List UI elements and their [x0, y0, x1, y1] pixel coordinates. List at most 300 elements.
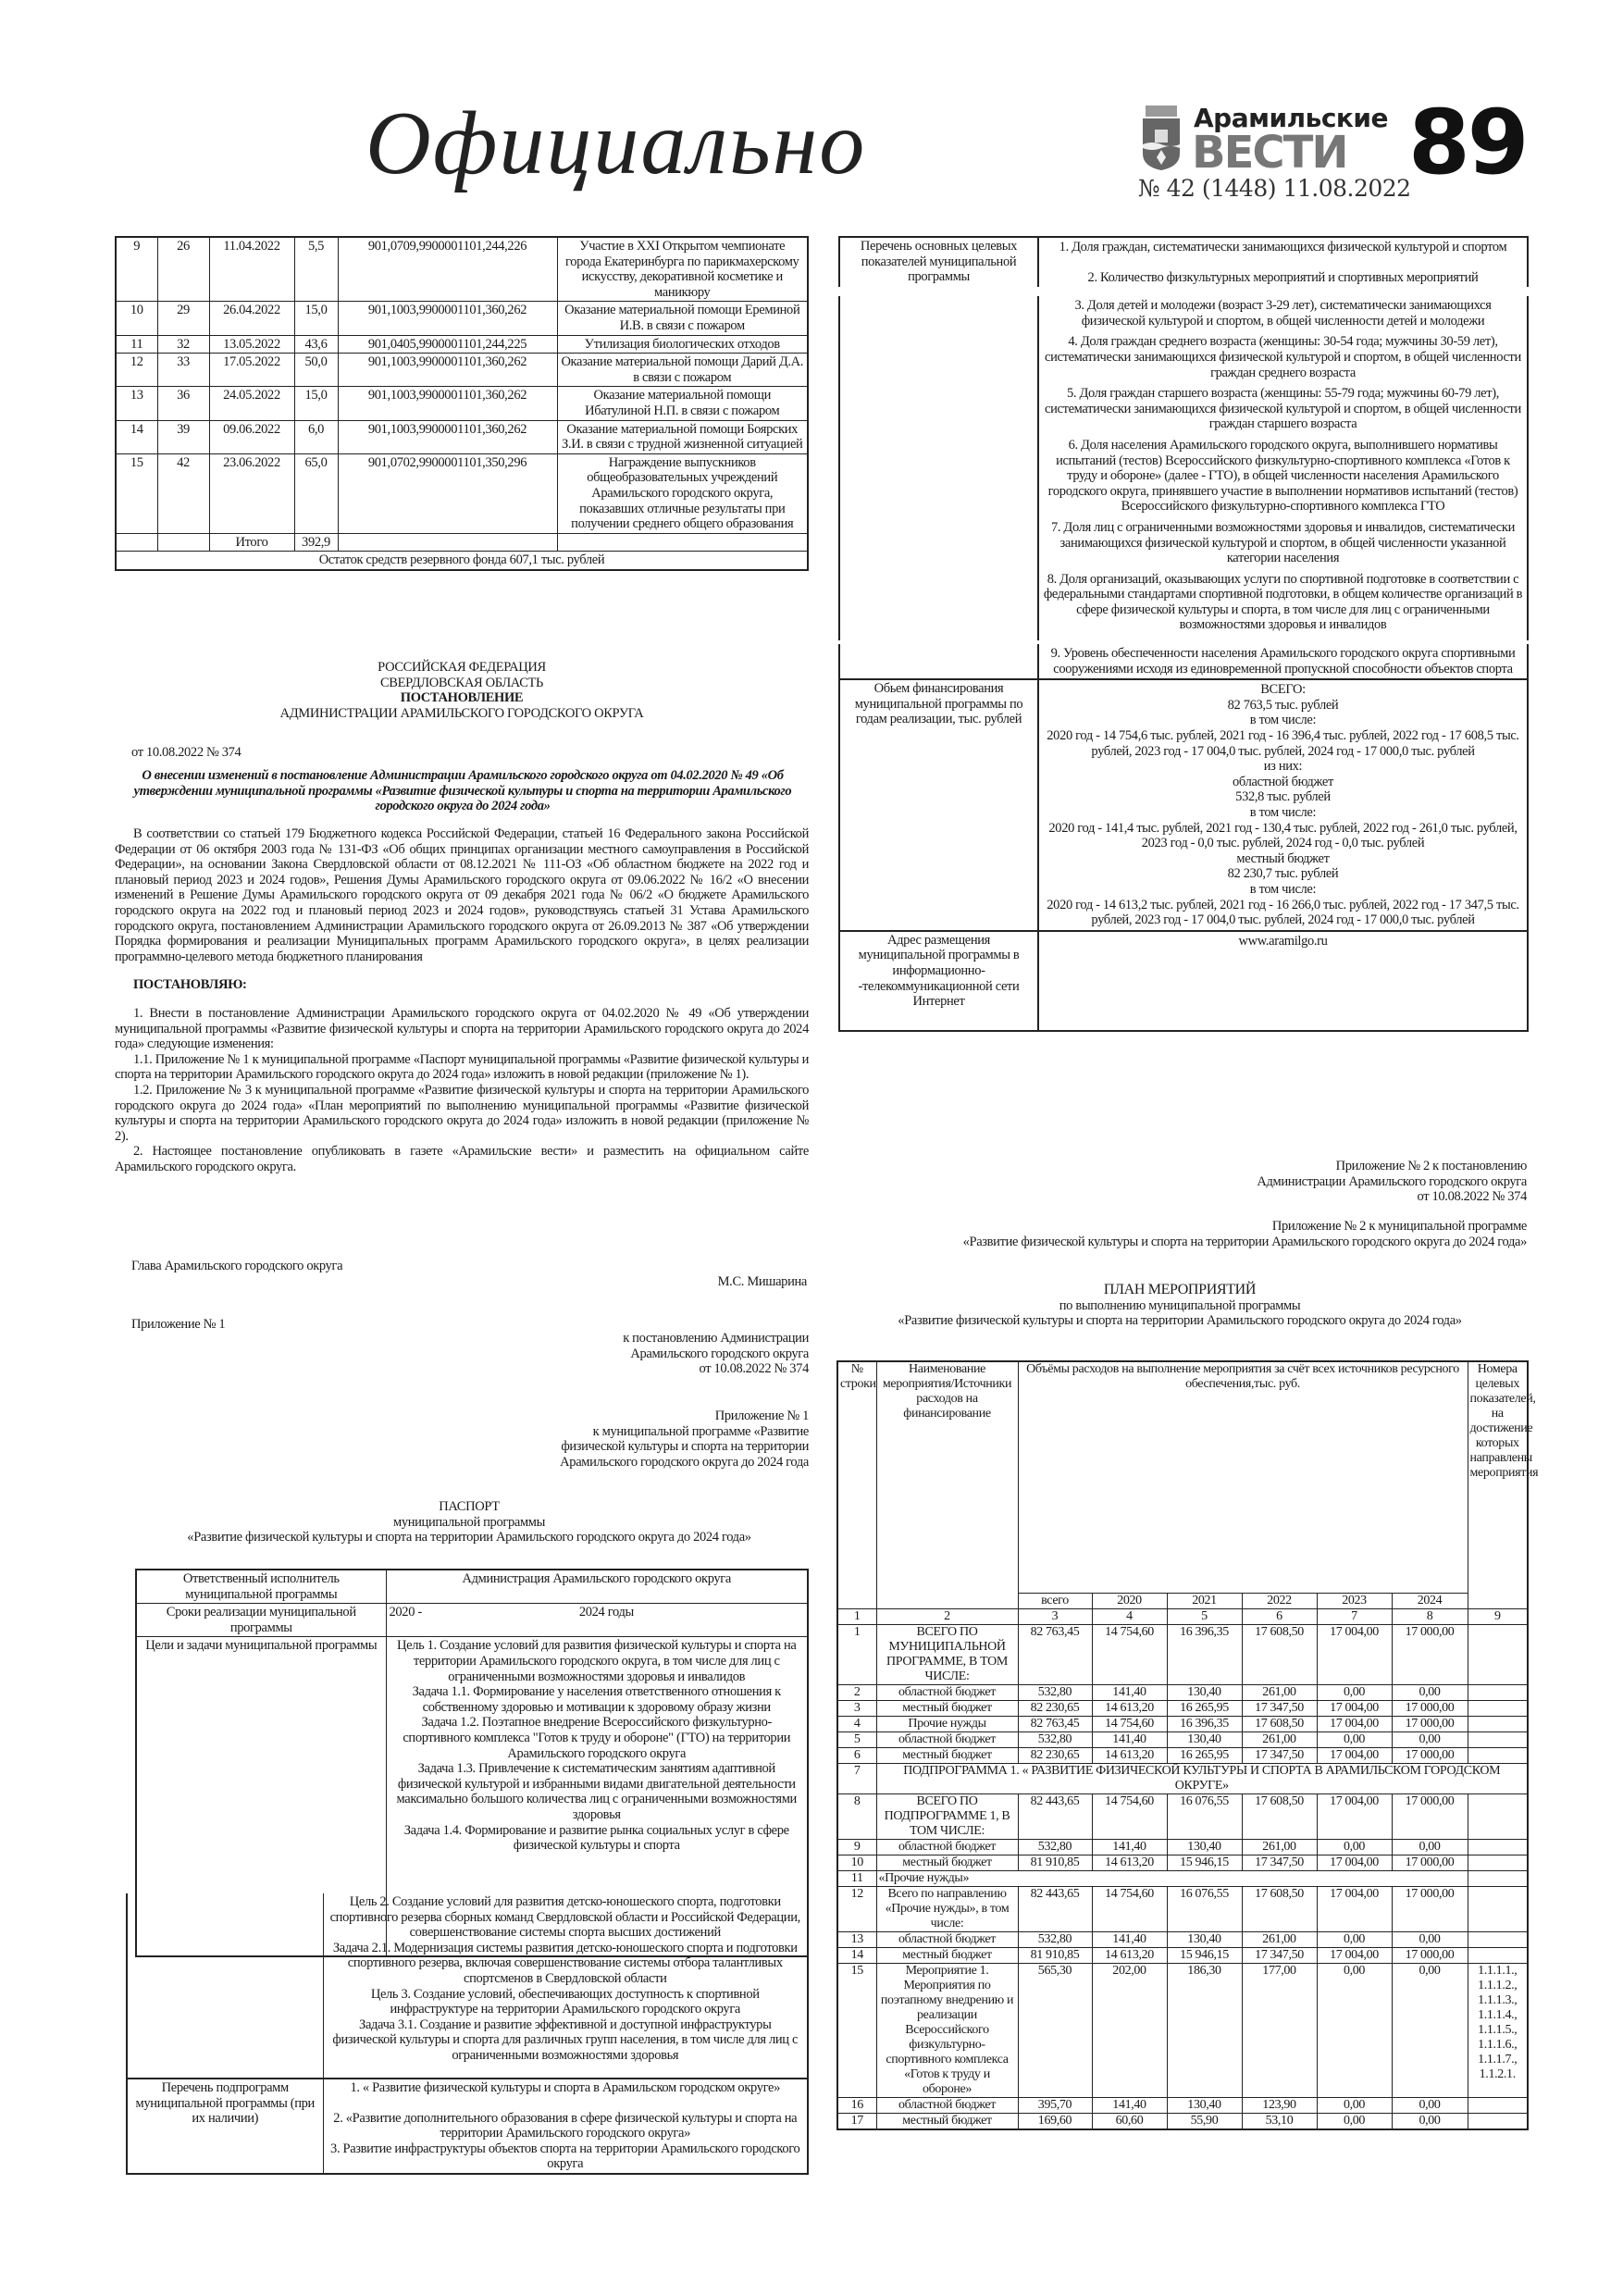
amount-2020: 14 754,60 [1092, 1716, 1167, 1731]
amount-2024: 0,00 [1392, 2113, 1468, 2129]
amount-2021: 16 265,95 [1167, 1700, 1242, 1716]
financing-line: 82 230,7 тыс. рублей [1227, 866, 1339, 882]
row-number: 4 [837, 1716, 876, 1731]
row-label: Адрес размещения муниципальной программы в информационно- -телекоммуникационной сети Интернет [840, 932, 1039, 1030]
ref-line: к постановлению Администрации [623, 1331, 809, 1346]
amount-2020: 141,40 [1092, 2097, 1167, 2113]
table-row [116, 237, 808, 302]
budget-code: 901,1003,9900001101,360,262 [338, 302, 557, 335]
item-name: Прочие нужды [876, 1716, 1018, 1731]
amount-2024: 17 000,00 [1392, 1716, 1468, 1731]
date: 23.06.2022 [209, 453, 294, 533]
amount-2022: 261,00 [1242, 1931, 1317, 1947]
amount-2022: 17 347,50 [1242, 1855, 1317, 1870]
amount-2021: 16 076,55 [1167, 1793, 1242, 1839]
amount-всего: 395,70 [1018, 2097, 1092, 2113]
coat-of-arms-icon [1140, 105, 1183, 170]
amount-2023: 17 004,00 [1317, 1886, 1392, 1931]
amount-2024: 0,00 [1392, 1684, 1468, 1700]
amount-2022: 53,10 [1242, 2113, 1317, 2129]
amount-всего: 532,80 [1018, 1684, 1092, 1700]
amount-2024: 17 000,00 [1392, 1700, 1468, 1716]
table-row [837, 1931, 1528, 1947]
row-label: Обьем финансирования муниципальной программы по годам реализации, тыс. рублей [840, 680, 1039, 930]
amount: 15,0 [294, 387, 338, 420]
indicator: 2. Количество физкультурных мероприятий и спортивных мероприятий [1087, 269, 1479, 285]
row-index: 10 [116, 302, 157, 335]
item-name: областной бюджет [876, 2097, 1018, 2113]
target-indicators [1468, 1624, 1528, 1684]
item-name: местный бюджет [876, 1700, 1018, 1716]
total-row [116, 533, 808, 552]
indicator: 6. Доля населения Арамильского городского округа, выполнившего нормативы испытаний (тестов) Всероссийского физкультурно-спортивного комплекса «Готов к труду и обороне» (далее - ГТО), в общей численности населения Арамильского городского округа, принявшего участие в выполнении нормативов испытаний (тестов) Всероссийского физкультурно-спортивного комплекса ГТО [1047, 437, 1518, 515]
target-indicators [1468, 1793, 1528, 1839]
logo-line2: ВЕСТИ [1192, 127, 1347, 179]
amount-всего: 82 763,45 [1018, 1716, 1092, 1731]
financing-line: местный бюджет [1236, 850, 1330, 866]
appendix-label: Приложение № 1 [131, 1317, 226, 1332]
financing-line: 2020 год - 14 613,2 тыс. рублей, 2021 год - 16 266,0 тыс. рублей, 2022 год - 17 347,5 тыс. рублей, 2023 год - 17 004,0 тыс. рублей, 2024 год - 17 000,0 тыс. рублей [1047, 897, 1519, 928]
row-index: 15 [116, 453, 157, 533]
row-label: Перечень подпрограмм муниципальной программы (при их наличии) [127, 2079, 323, 2174]
table-row [116, 420, 808, 453]
amount-2021: 16 076,55 [1167, 1886, 1242, 1931]
amount-2024: 0,00 [1392, 1963, 1468, 2097]
table-row [837, 1747, 1528, 1763]
spacer [327, 2096, 805, 2111]
date: 17.05.2022 [209, 354, 294, 387]
resolution-date: от 10.08.2022 № 374 [131, 745, 242, 760]
amount-2020: 141,40 [1092, 1731, 1167, 1747]
row-index: 13 [116, 387, 157, 420]
passport-table-continued [126, 1893, 809, 2175]
amount-2023: 0,00 [1317, 1839, 1392, 1855]
item-name: местный бюджет [876, 2113, 1018, 2129]
order-number: 26 [157, 237, 209, 302]
budget-code: 901,1003,9900001101,360,262 [338, 354, 557, 387]
row-index: 11 [116, 335, 157, 354]
amount-2024: 17 000,00 [1392, 1624, 1468, 1684]
amount-2020: 141,40 [1092, 1839, 1167, 1855]
ref-line: Приложение № 1 [714, 1409, 809, 1423]
column-number: 2 [876, 1608, 1018, 1624]
passport-program-name: «Развитие физической культуры и спорта на территории Арамильского городского округа до 2024 года» [187, 1530, 751, 1545]
table-row [837, 1947, 1528, 1963]
year-header: 2023 [1317, 1593, 1392, 1608]
amount-2021: 15 946,15 [1167, 1855, 1242, 1870]
page-number: 89 [1408, 91, 1527, 194]
ref-line: Приложение № 2 к муниципальной программе [1271, 1219, 1527, 1234]
amount-2022: 17 608,50 [1242, 1886, 1317, 1931]
amount-2024: 17 000,00 [1392, 1886, 1468, 1931]
cell [116, 533, 157, 552]
resolution-body [115, 826, 809, 1174]
financing-line: из них: [1263, 759, 1303, 775]
goal-item: Задача 2.1. Модернизация системы развития детско-юношеского спорта и подготовки спортивного резерва, включая совершенствование системы отбора талантливых спортсменов в Свердловской области [332, 1940, 798, 1986]
indicator: 7. Доля лиц с ограниченными возможностями здоровья и инвалидов, систематически занимающихся физической культурой и спортом, в общей численности указанной категории населения [1050, 519, 1516, 566]
table-row [837, 1731, 1528, 1747]
date: 26.04.2022 [209, 302, 294, 335]
amount-всего: 532,80 [1018, 1731, 1092, 1747]
financing-line: в том числе: [1249, 713, 1317, 728]
ref-line: Арамильского городского округа до 2024 года [560, 1454, 809, 1470]
amount-2022: 17 347,50 [1242, 1947, 1317, 1963]
column-number: 8 [1392, 1608, 1468, 1624]
amount-2023: 17 004,00 [1317, 1716, 1392, 1731]
cell [338, 533, 557, 552]
column-number: 9 [1468, 1608, 1528, 1624]
financing-line: 532,8 тыс. рублей [1235, 789, 1331, 805]
remainder-row [116, 552, 808, 570]
row-label: Цели и задачи муниципальной программы [136, 1637, 386, 1956]
row-label: Сроки реализации муниципальной программы [136, 1604, 386, 1637]
purpose: Оказание материальной помощи Дарий Д.А. в связи с пожаром [557, 354, 808, 387]
amount-2024: 0,00 [1392, 1931, 1468, 1947]
financing-line: ВСЕГО: [1260, 682, 1306, 698]
amount-2022: 177,00 [1242, 1963, 1317, 2097]
ref-line: от 10.08.2022 № 374 [699, 1361, 809, 1377]
row-number: 11 [837, 1870, 876, 1886]
table-row [116, 387, 808, 420]
cell [557, 533, 808, 552]
amount-2023: 0,00 [1317, 2113, 1392, 2129]
row-number: 2 [837, 1684, 876, 1700]
indicators-group-2 [1039, 296, 1527, 640]
goal-item: Задача 1.2. Поэтапное внедрение Всероссийского физкультурно-спортивного комплекса "Готов к труду и обороне" (ГТО) на территории Арамильского городского округа [403, 1715, 791, 1761]
amount-2022: 17 608,50 [1242, 1793, 1317, 1839]
indicators-group-1 [1039, 238, 1527, 287]
amount-всего: 81 910,85 [1018, 1855, 1092, 1870]
amount-2024: 0,00 [1392, 1731, 1468, 1747]
passport-subtitle: муниципальной программы [393, 1514, 545, 1530]
amount-2020: 14 613,20 [1092, 1855, 1167, 1870]
decree-word: ПОСТАНОВЛЯЮ: [133, 977, 247, 993]
financing-line: 2020 год - 14 754,6 тыс. рублей, 2021 год - 16 396,4 тыс. рублей, 2022 год - 17 608,5 тыс. рублей, 2023 год - 17 004,0 тыс. рублей, 2024 год - 17 000,0 тыс. рублей [1047, 728, 1519, 759]
table-row [837, 1870, 1528, 1886]
ref-line: физической культуры и спорта на территории [561, 1439, 809, 1455]
amount-2021: 130,40 [1167, 1839, 1242, 1855]
table-row [116, 354, 808, 387]
amount-2022: 261,00 [1242, 1684, 1317, 1700]
amount-2023: 0,00 [1317, 1931, 1392, 1947]
amount-всего: 565,30 [1018, 1963, 1092, 2097]
amount-2023: 17 004,00 [1317, 1793, 1392, 1839]
table-row [116, 335, 808, 354]
target-indicators [1468, 1747, 1528, 1763]
year-header: 2022 [1242, 1593, 1317, 1608]
amount-2023: 0,00 [1317, 1731, 1392, 1747]
budget-code: 901,0405,9900001101,244,225 [338, 335, 557, 354]
budget-code: 901,0702,9900001101,350,296 [338, 453, 557, 533]
ref-line: «Развитие физической культуры и спорта на территории Арамильского городского округа до 2024 года» [962, 1234, 1527, 1249]
item: 2. Настоящее постановление опубликовать в газете «Арамильские вести» и разместить на официальном сайте Арамильского городского округа. [115, 1144, 809, 1174]
date: 11.04.2022 [209, 237, 294, 302]
item: 1. Внести в постановление Администрации Арамильского городского округа от 04.02.2020 № 49 «Об утверждении муниципальной программы «Развитие физической культуры и спорта на территории Арамильского городского округа до 2024 года» следующие изменения: [115, 1005, 809, 1052]
period-to: 2024 годы [578, 1605, 634, 1620]
amount: 65,0 [294, 453, 338, 533]
amount-2022: 261,00 [1242, 1731, 1317, 1747]
amount-2020: 14 754,60 [1092, 1624, 1167, 1684]
purpose: Участие в XXI Открытом чемпионате города Екатеринбурга по парикмахерскому искусству, декоративной косметике и маникюру [557, 237, 808, 302]
document-type: ПОСТАНОВЛЕНИЕ [400, 690, 524, 706]
row-index: 12 [116, 354, 157, 387]
row-number: 3 [837, 1700, 876, 1716]
amount-2020: 141,40 [1092, 1684, 1167, 1700]
amount-2020: 14 613,20 [1092, 1747, 1167, 1763]
goal-item: Цель 2. Создание условий для развития детско-юношеского спорта, подготовки спортивного резерва сборных команд Свердловской области и Российской Федерации, совершенствование системы спорта высших достижений [329, 1894, 800, 1941]
section-title: Официально [365, 93, 867, 193]
header-volumes: Объёмы расходов на выполнение мероприятия за счёт всех источников ресурсного обеспечения,тыс. руб. [1018, 1361, 1468, 1593]
target-indicators [1468, 2113, 1528, 2129]
row-number: 1 [837, 1624, 876, 1684]
amount-2022: 17 608,50 [1242, 1716, 1317, 1731]
passport-title: ПАСПОРТ [439, 1499, 500, 1514]
direction-title: «Прочие нужды» [876, 1870, 1468, 1886]
financing-line: в том числе: [1249, 805, 1317, 820]
column-number: 3 [1018, 1608, 1092, 1624]
column-number: 1 [837, 1608, 876, 1624]
budget-code: 901,0709,9900001101,244,226 [338, 237, 557, 302]
row-number: 17 [837, 2113, 876, 2129]
row-number: 14 [837, 1947, 876, 1963]
row-number: 15 [837, 1963, 876, 2097]
amount: 15,0 [294, 302, 338, 335]
table-row [837, 1839, 1528, 1855]
amount-всего: 82 443,65 [1018, 1886, 1092, 1931]
amount-2023: 0,00 [1317, 2097, 1392, 2113]
subprogram-item: 1. « Развитие физической культуры и спорта в Арамильском городском округе» [350, 2080, 781, 2095]
amount-2022: 261,00 [1242, 1839, 1317, 1855]
budget-code: 901,1003,9900001101,360,262 [338, 420, 557, 453]
signature-name: М.С. Мишарина [717, 1274, 807, 1289]
amount-2024: 0,00 [1392, 1839, 1468, 1855]
passport-row-executor [136, 1570, 808, 1604]
purpose: Награждение выпускников общеобразовательных учреждений Арамильского городского округа, показавших отличные результаты при получении среднего общего образования [557, 453, 808, 533]
table-row [837, 2097, 1528, 2113]
indicator: 3. Доля детей и молодежи (возраст 3-29 лет), систематически занимающихся физической культурой и спортом, в общей численности детей и молодежи [1074, 298, 1492, 329]
target-indicators [1468, 1839, 1528, 1855]
amount-2020: 14 754,60 [1092, 1886, 1167, 1931]
row-value [323, 1893, 808, 2079]
item-name: ВСЕГО ПО МУНИЦИПАЛЬНОЙ ПРОГРАММЕ, В ТОМ ЧИСЛЕ: [876, 1624, 1018, 1684]
goal-item: Задача 1.3. Привлечение к систематическим занятиям адаптивной физической культурой и избранными видами двигательной деятельности максимально большого количества лиц с ограниченными возможностями здоровья [396, 1761, 797, 1822]
plan-program-appendix [851, 1219, 1527, 1249]
target-indicators [1468, 1700, 1528, 1716]
target-indicators [1468, 1947, 1528, 1963]
financing-line: 2020 год - 141,4 тыс. рублей, 2021 год - 130,4 тыс. рублей, 2022 год - 261,0 тыс. рублей, 2023 год - 0,0 тыс. рублей, 2024 год - 0,0 тыс. рублей [1048, 820, 1518, 851]
table-row [837, 1855, 1528, 1870]
item-name: областной бюджет [876, 1931, 1018, 1947]
plan-table [836, 1360, 1539, 2130]
goal-item: Цель 3. Создание условий, обеспечивающих доступность к спортивной инфраструктуре на территории Арамильского городского округа [370, 1986, 760, 2017]
amount-всего: 169,60 [1018, 2113, 1092, 2129]
amount-2020: 202,00 [1092, 1963, 1167, 2097]
target-indicators [1468, 2097, 1528, 2113]
column-number: 5 [1167, 1608, 1242, 1624]
column-number: 4 [1092, 1608, 1167, 1624]
plan-header-row [837, 1361, 1528, 1593]
goal-item: Цель 1. Создание условий для развития физической культуры и спорта на территории Арамильского городского округа, в том числе для лиц с ограниченными возможностями здоровья и инвалидов [396, 1638, 797, 1684]
amount-2024: 17 000,00 [1392, 1793, 1468, 1839]
item-name: областной бюджет [876, 1839, 1018, 1855]
goal-item: Задача 1.1. Формирование у населения ответственного отношения к собственному здоровью и мотивации к здоровому образу жизни [412, 1684, 781, 1715]
row-number: 9 [837, 1839, 876, 1855]
item-name: ВСЕГО ПО ПОДПРОГРАММЕ 1, В ТОМ ЧИСЛЕ: [876, 1793, 1018, 1839]
header-targets: Номера целевых показателей, на достижение которых направлены мероприятия [1468, 1361, 1528, 1608]
appendix-reference [439, 1331, 809, 1377]
passport-row-period [136, 1604, 808, 1637]
item: 1.2. Приложение № 3 к муниципальной программе «Развитие физической культуры и спорта на территории Арамильского городского округа до 2024 года» «План мероприятий по выполнению муниципальной программы «Развитие физической культуры и спорта на территории Арамильского городского округа до 2024 года» изложить в новой редакции (приложение № 2). [115, 1082, 809, 1144]
passport-table-right [838, 236, 1529, 1032]
item: 1.1. Приложение № 1 к муниципальной программе «Паспорт муниципальной программы «Развитие физической культуры и спорта на территории Арамильского городского округа до 2024 года» изложить в новой редакции (приложение № 1). [115, 1051, 809, 1083]
table-row [837, 1700, 1528, 1716]
remainder: Остаток средств резервного фонда 607,1 тыс. рублей [116, 552, 808, 570]
purpose: Оказание материальной помощи Ибатулиной Н.П. в связи с пожаром [557, 387, 808, 420]
resolution-subject: О внесении изменений в постановление Администрации Арамильского городского округа от 04.02.2020 № 49 «Об утверждении муниципальной программы «Развитие физической культуры и спорта на территории Арамильского городского округа до 2024 года» [133, 768, 792, 814]
amount-2023: 0,00 [1317, 1963, 1392, 2097]
table-row [837, 2113, 1528, 2129]
date: 09.06.2022 [209, 420, 294, 453]
issuer: АДМИНИСТРАЦИИ АРАМИЛЬСКОГО ГОРОДСКОГО ОКРУГА [279, 705, 644, 721]
indicator: 1. Доля граждан, систематически занимающихся физической культурой и спортом [1059, 240, 1507, 254]
reserve-fund-table [115, 236, 809, 571]
amount-2021: 130,40 [1167, 1731, 1242, 1747]
region: СВЕРДЛОВСКАЯ ОБЛАСТЬ [379, 675, 544, 690]
amount-2021: 130,40 [1167, 1684, 1242, 1700]
newspaper-logo [1140, 103, 1389, 179]
amount-2022: 17 347,50 [1242, 1700, 1317, 1716]
amount-2024: 0,00 [1392, 2097, 1468, 2113]
amount: 6,0 [294, 420, 338, 453]
amount-всего: 532,80 [1018, 1931, 1092, 1947]
year-header: 2021 [1167, 1593, 1242, 1608]
target-indicators [1468, 1684, 1528, 1700]
order-number: 33 [157, 354, 209, 387]
country: РОССИЙСКАЯ ФЕДЕРАЦИЯ [378, 660, 546, 675]
period-from: 2020 - [389, 1605, 422, 1620]
financing-line: областной бюджет [1233, 774, 1333, 789]
amount-2021: 55,90 [1167, 2113, 1242, 2129]
purpose: Оказание материальной помощи Ереминой И.В. в связи с пожаром [557, 302, 808, 335]
table-row [837, 1763, 1528, 1793]
amount-2020: 141,40 [1092, 1931, 1167, 1947]
table-row [837, 1793, 1528, 1839]
row-number: 12 [837, 1886, 876, 1931]
ref-line: Приложение № 2 к постановлению [1335, 1159, 1527, 1173]
amount-2024: 17 000,00 [1392, 1855, 1468, 1870]
amount-2022: 123,90 [1242, 2097, 1317, 2113]
total-value: 392,9 [294, 533, 338, 552]
passport-title-block [130, 1499, 809, 1545]
amount-2020: 14 613,20 [1092, 1947, 1167, 1963]
amount-2021: 16 396,35 [1167, 1716, 1242, 1731]
amount-2023: 17 004,00 [1317, 1947, 1392, 1963]
ref-line: Администрации Арамильского городского округа [1257, 1173, 1527, 1189]
ref-line: Арамильского городского округа [630, 1346, 809, 1361]
amount-2021: 130,40 [1167, 2097, 1242, 2113]
amount-2024: 17 000,00 [1392, 1747, 1468, 1763]
order-number: 36 [157, 387, 209, 420]
order-number: 29 [157, 302, 209, 335]
year-header: 2020 [1092, 1593, 1167, 1608]
row-number: 10 [837, 1855, 876, 1870]
amount-2020: 14 613,20 [1092, 1700, 1167, 1716]
target-indicators [1468, 1886, 1528, 1931]
row-label: Ответственный исполнитель муниципальной программы [136, 1570, 386, 1604]
resolution-heading [115, 660, 809, 721]
plan-colnum-row [837, 1608, 1528, 1624]
row-number: 8 [837, 1793, 876, 1839]
row-number: 16 [837, 2097, 876, 2113]
order-number: 39 [157, 420, 209, 453]
plan-title: ПЛАН МЕРОПРИЯТИЙ [1103, 1282, 1257, 1297]
amount-всего: 82 443,65 [1018, 1793, 1092, 1839]
amount-всего: 82 230,65 [1018, 1747, 1092, 1763]
date: 24.05.2022 [209, 387, 294, 420]
target-indicators [1468, 1855, 1528, 1870]
passport-row-subprograms [127, 2079, 808, 2174]
ref-line: к муниципальной программе «Развитие [592, 1423, 809, 1439]
website-link[interactable]: www.aramilgo.ru [1238, 933, 1328, 949]
order-number: 32 [157, 335, 209, 354]
table-row [837, 1624, 1528, 1684]
cell [1468, 1870, 1528, 1886]
purpose: Утилизация биологических отходов [557, 335, 808, 354]
amount-всего: 82 763,45 [1018, 1624, 1092, 1684]
indicator: 9. Уровень обеспеченности населения Арамильского городского округа спортивными сооружениями исходя из единовременной пропускной способности объектов спорта [1050, 646, 1516, 676]
item-name: местный бюджет [876, 1747, 1018, 1763]
item-name: местный бюджет [876, 1947, 1018, 1963]
subprogram-item: 3. Развитие инфраструктуры объектов спорта на территории Арамильского городского округа [330, 2141, 800, 2172]
amount-2020: 60,60 [1092, 2113, 1167, 2129]
amount: 5,5 [294, 237, 338, 302]
column-number: 6 [1242, 1608, 1317, 1624]
table-row [837, 1684, 1528, 1700]
financing-value [1039, 680, 1527, 930]
row-number: 7 [837, 1763, 876, 1793]
amount-2023: 17 004,00 [1317, 1747, 1392, 1763]
indicator: 8. Доля организаций, оказывающих услуги по спортивной подготовке в соответствии с федеральными стандартами спортивной подготовки, в общем количестве организаций в сфере физической культуры и спорта, в том числе для лиц с ограниченными возможностями здоровья и инвалидов [1043, 571, 1523, 633]
program-appendix-reference [439, 1409, 809, 1470]
amount-2023: 0,00 [1317, 1684, 1392, 1700]
table-row [116, 453, 808, 533]
row-index: 9 [116, 237, 157, 302]
target-indicators [1468, 1716, 1528, 1731]
header-no: № строки [837, 1361, 876, 1608]
purpose: Оказание материальной помощи Боярских З.И. в связи с трудной жизненной ситуацией [557, 420, 808, 453]
table-row [837, 1963, 1528, 2097]
table-row [837, 1716, 1528, 1731]
logo-line1: Арамильские [1194, 103, 1389, 133]
plan-program-name: «Развитие физической культуры и спорта на территории Арамильского городского округа до 2024 года» [898, 1313, 1462, 1329]
item-name: местный бюджет [876, 1855, 1018, 1870]
amount-2021: 15 946,15 [1167, 1947, 1242, 1963]
goal-item: Задача 1.4. Формирование и развитие рынка социальных услуг в сфере физической культуры и спорта [403, 1822, 789, 1854]
subprogram-title: ПОДПРОГРАММА 1. « РАЗВИТИЕ ФИЗИЧЕСКОЙ КУЛЬТУРЫ И СПОРТА В АРАМИЛЬСКОМ ГОРОДСКОМ ОКРУГЕ» [876, 1763, 1528, 1793]
amount-2021: 186,30 [1167, 1963, 1242, 2097]
row-value [323, 2079, 808, 2174]
item-name: Мероприятие 1. Мероприятия по поэтапному внедрению и реализации Всероссийского физкультурно-спортивного комплекса «Готов к труду и обороне» [876, 1963, 1018, 2097]
target-indicators: 1.1.1.1., 1.1.1.2., 1.1.1.3., 1.1.1.4., 1.1.1.5., 1.1.1.6., 1.1.1.7., 1.1.2.1. [1468, 1963, 1528, 2097]
column-number: 7 [1317, 1608, 1392, 1624]
budget-code: 901,1003,9900001101,360,262 [338, 387, 557, 420]
goal-item: Задача 3.1. Создание и развитие эффективной и доступной инфраструктуры физической культуры и спорта для различных групп населения, в том числе для лиц с ограниченными возможностями здоровья [332, 2017, 799, 2063]
indicator: 4. Доля граждан среднего возраста (женщины: 30-54 года; мужчины 30-59 лет), систематически занимающихся физической культурой и спортом, в общей численности граждан среднего возраста [1045, 334, 1521, 380]
amount-2021: 130,40 [1167, 1931, 1242, 1947]
subprogram-item: 2. «Развитие дополнительного образования в сфере физической культуры и спорта на территории Арамильского городского округа» [333, 2110, 798, 2141]
signature-title: Глава Арамильского городского округа [131, 1259, 343, 1273]
amount-2023: 17 004,00 [1317, 1624, 1392, 1684]
